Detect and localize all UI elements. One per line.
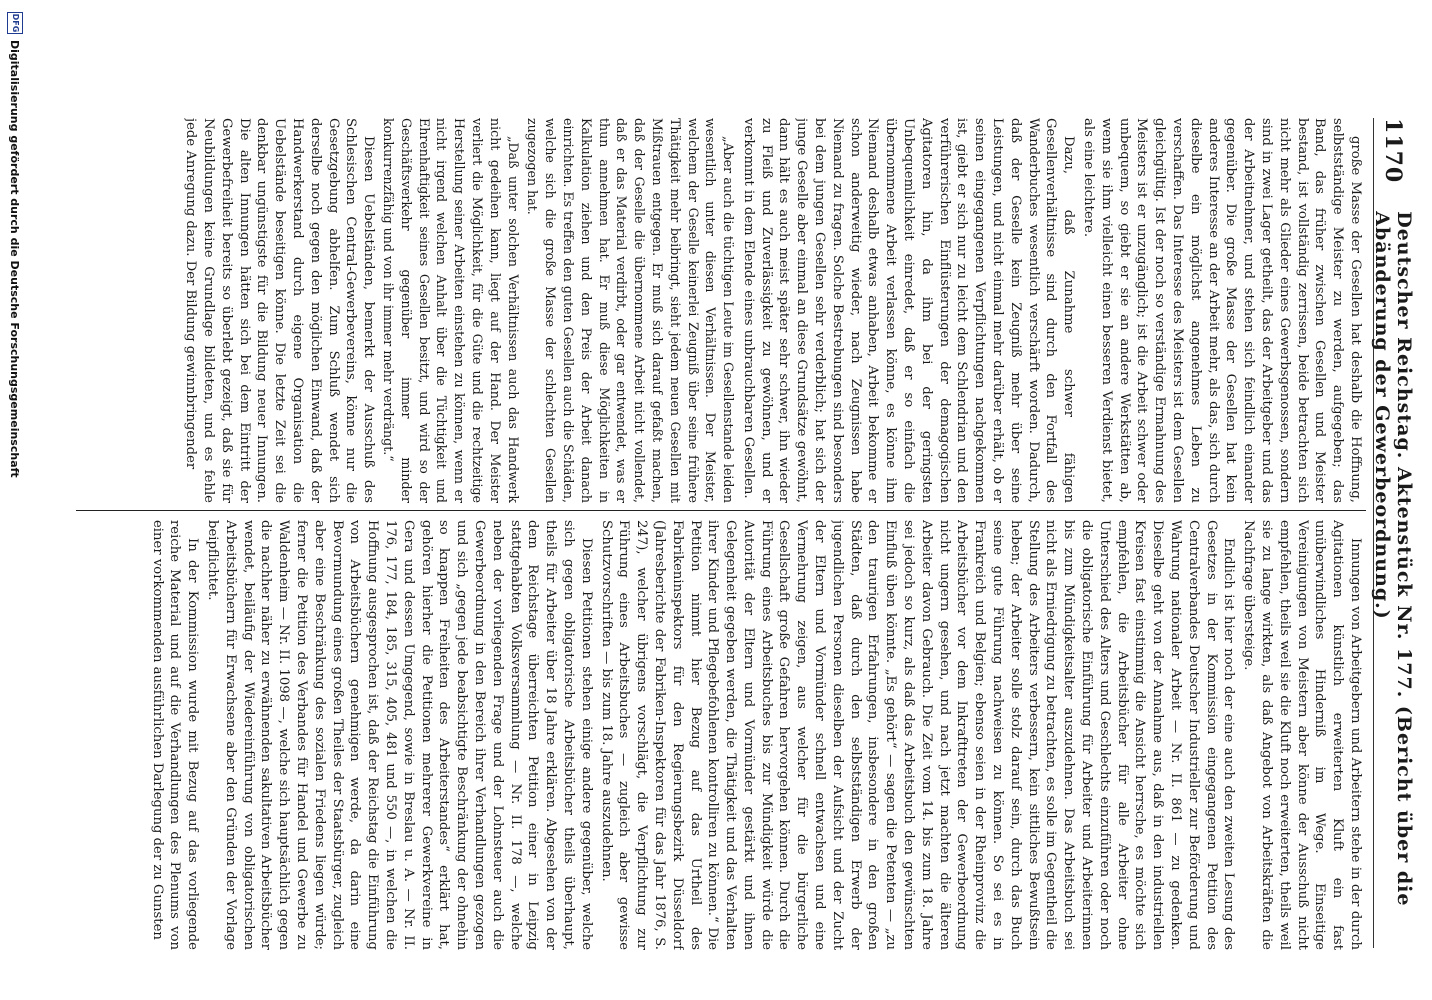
- paragraph: Diesen Petitionen stehen einige andere gegenüber, welche sich gegen obligatorische Arbeitsbücher theils überhaupt, theils für Arbeiter über 18 Jahre erklären. Abgesehen von der dem Reichstage überreichten Petition einer in Leipzig stattgehabten Volksversammlung — Nr. II. 178 —, welche neben der vorliegenden Frage und der Lohnsteuer auch die Gewerbeordnung in den Bereich ihrer Verhandlungen gezogen und sich „gegen jede beabsichtigte Beschränkung der ohnehin so knappen Freiheiten des Arbeiterstandes“ erklärt hat, gehören hierher die Petitionen mehrerer Gewerkvereine in Gera und dessen Umgegend, sowie in Breslau u. A. — Nr. II. 176, 177, 184, 185, 315, 405, 481 und 550 —, in welchen die Hoffnung ausgesprochen ist, daß der Reichstag die Einführung von Arbeitsbüchern genehmigen werde, da darin eine Bevormundung eines großen Theiles der Staatsbürger, zugleich aber eine Beschränkung des sozialen Friedens liegen würde; ferner die Petition des Verbandes für Handel und Gewerbe zu Waldenheim — Nr. II. 1098 —, welche sich hauptsächlich gegen die nachher näher zu erwähnenden sakultativen Arbeitsbücher wendet, beiläufig der Wiedereinführung von obligatorischen Arbeitsbüchern für Erwachsene aber den Gründen der Vorlage beipflichtet.: [205, 520, 594, 950]
- paragraph: „Aber auch die tüchtigen Leute im Gesellenstande leiden wesentlich unter diesen Verhältnissen. Der Meister, welchem der Geselle keinerlei Zeugniß über seine frühere Thätigkeit mehr beibringt, sieht jedem neuen Gesellen mit Mißtrauen entgegen. Er muß sich darauf gefaßt machen, daß der Geselle die übernommene Arbeit nicht vollendet, daß er das Material verdirbt, oder gar entwendet, was er thun annehmen hat. Er muß diese Möglichkeiten in Kalkulation ziehen und den Preis der Arbeit danach einrichten. Es treffen den guten Gesellen auch die Schäden, welche sich die große Masse der schlechten Gesellen zugezogen hat.: [525, 118, 737, 503]
- dfg-logo-icon: DFG: [7, 12, 23, 34]
- paragraph: Diesen Uebelständen, bemerkt der Ausschuß des Schlesischen Central-Gewerbevereins, könne nur die Gesetzgebung abhelfen. Zum Schluß wendet sich derselbe noch gegen den möglichen Einwand, daß der Handwerkerstand durch eigene Organisation die Uebelstände beseitigen könne. Die letzte Zeit sei die denkbar ungünstigste für die Bildung neuer Innungen. Die alten Innungen hätten sich bei dem Eintritt der Gewerbefreiheit bereits so überlebt gezeigt, daß sie für Neubildungen keine Grundlage bildeten, und es fehle jede Anregung dazu. Der Bildung gewinnbringender: [183, 118, 377, 503]
- digitization-credit: [0, 0, 30, 1000]
- paragraph: Innungen von Arbeitgebern und Arbeitern stehe in der durch Agitationen künstlich erweiterten Kluft ein fast unüberwindliches Hinderniß im Wege. Einseitige Vereinigungen von Meistern aber könne der Ausschuß nicht empfehlen, theils weil sie die Kluft noch erweiterten, theils weil sie zu lange wirkten, als daß Angebot von Arbeitskräften die Nachfrage übersteige.: [1241, 520, 1363, 950]
- column-divider: [76, 510, 1366, 511]
- digitization-credit-text: Digitalisierung gefördert durch die Deutsche Forschungsgemeinschaft: [8, 40, 22, 478]
- page-header: [1371, 118, 1415, 948]
- paragraph: große Masse der Gesellen hat deshalb die Hoffnung, selbstständige Meister zu werden, aufgegeben; das Band, das früher zwischen Gesellen und Meister bestand, ist vollständig zerrissen, beide betrachten sich nicht mehr als Glieder eines Gewerbsgenossen, sondern sind in zwei Lager getheilt, das der Arbeitgeber und das der Arbeitnehmer, und stehen sich feindlich einander gegenüber. Die große Masse der Gesellen hat kein anderes Interesse an der Arbeit mehr, als das, sich durch dieselbe ein möglichst angenehmes Leben zu verschaffen. Das Interesse des Meisters ist dem Gesellen gleichgültig. Ist der noch so verständige Ermahnung des Meisters ist er unzugänglich; ist die Arbeit schwer oder unbequem, so giebt er sie an andere Werkstätten ab, wenn sie ihm vielleicht einen besseren Verdienst bietet, als eine leichtere.: [1081, 118, 1363, 503]
- left-column: [79, 118, 1364, 503]
- paragraph: Endlich ist hier noch der eine auch den zweiten Lesung des Gesetzes in der Kommission eingegangenen Petition des Centralverbandes Deutscher Industrieller zur Beförderung und Wahrung nationaler Arbeit — Nr. II. 861 — zu gedenken. Dieselbe geht von der Annahme aus, daß in den industriellen Kreisen fast einstimmig die Ansicht herrsche, es möchte sich empfehlen, die Arbeitsbücher für alle Arbeiter ohne Unterschied des Alters und Geschlechts einzuführen oder noch die obligatorische Einführung für Arbeiter und Arbeiterinnen bis zum Mündigkeitsalter auszudehnen. Das Arbeitsbuch sei nicht als Erniedrigung zu betrachten, es solle im Gegentheil die Stellung des Arbeiters verbessern, kein sittliches Bewußtsein heben; der Arbeiter solle stolz darauf sein, durch das Buch seine gute Führung nachweisen zu können. So sei es in Frankreich und Belgien; ebenso seien in der Rheinprovinz die Arbeitsbücher vor dem Inkrafttreten der Gewerbeordnung nicht ungern gesehen, und nach jetzt machten die älteren Arbeiter davon Gebrauch. Die Zeit vom 14. bis zum 18. Jahre sei jedoch so kurz, als daß das Arbeitsbuch den gewünschten Einfluß üben könnte. „Es gehört“ — sagen die Petenten — „zu den traurigen Erfahrungen, insbesondere in den großen Städten, daß durch den selbstständigen Erwerb der jugendlichen Personen dieselben der Aufsicht und der Zucht der Eltern und Vormünder schnell entwachsen und eine Vermehrung zeigen, aus welcher für die bürgerliche Gesellschaft große Gefahren hervorgehen können. Durch die Führung eines Arbeitsbuches bis zur Mündigkeit würde die Autorität der Eltern und Vormünder gestärkt und ihnen Gelegenheit gegeben werden, die Thätigkeit und das Verhalten ihrer Kinder und Pflegebefohlenen kontrolliren zu können.“ Die Petition nimmt hier Bezug auf das Urtheil des Fabrikeninspektors für den Regierungsbezirk Düsseldorf (Jahresberichte der Fabriken-Inspektoren für das Jahr 1876, S. 247), welcher übrigens vorschlägt, die Verpflichtung zur Führung eines Arbeitsbuches — zugleich aber gewisse Schutzvorschriften — bis zum 18. Jahre auszudehnen.: [598, 520, 1237, 950]
- right-column: [79, 520, 1364, 950]
- paragraph: „Daß unter solchen Verhältnissen auch das Handwerk nicht gedeihen kann, liegt auf der Hand. Der Meister verliert die Möglichkeit, für die Güte und die rechtzeitige Herstellung seiner Arbeiten einstehen zu können, wenn er nicht irgend welchen Anhalt über die Tüchtigkeit und Ehrenhaftigkeit seines Gesellen besitzt, und wird so der Geschäftsverkehr gegenüber immer minder konkurrenzfähig und von ihr immer mehr verdrängt.“: [380, 118, 521, 503]
- page-number: 1170: [1380, 118, 1406, 184]
- paragraph: Dazu, daß Zunahme schwer fähigen Gesellenverhältnisse sind durch den Fortfall des Wanderbuches wesentlich verschärft worden. Dadurch, daß der Geselle kein Zeugniß mehr über seine Leistungen, und nicht einmal mehr darüber erhält, ob er seinen eingegangenen Verpflichtungen nachgekommen ist, giebt er sich nur zu leicht dem Schlendrian und den verführerischen Einflüsterungen der demagogischen Agitatoren hin, da ihm bei der geringsten Unbequemlichkeit einredet, daß er so einfach die übernommene Arbeit verlassen könne, es könne ihm Niemand deshalb etwas anhaben, Arbeit bekomme er schon anderweitig wieder, nach Zeugnissen habe Niemand zu fragen. Solche Bestrebungen sind besonders bei dem jungen Gesellen sehr verderblich; hat sich der junge Geselle aber einmal an diese Grundsätze gewöhnt, dann hält es auch meist später sehr schwer, ihn wieder zu Fleiß und Zuverlässigkeit zu gewöhnen, und er verkommt in dem Elende eines unbrauchbaren Gesellen.: [740, 118, 1077, 503]
- paragraph: In der Kommission wurde mit Bezug auf das vorliegende reiche Material und auf die Verhandlungen des Plenums von einer vorkommenden ausführlichen Darlegung der zu Gunsten: [149, 520, 201, 950]
- running-title: Deutscher Reichstag. Aktenstück Nr. 177. (Bericht über die Abänderung der Gewerbeordnung.): [1371, 211, 1415, 907]
